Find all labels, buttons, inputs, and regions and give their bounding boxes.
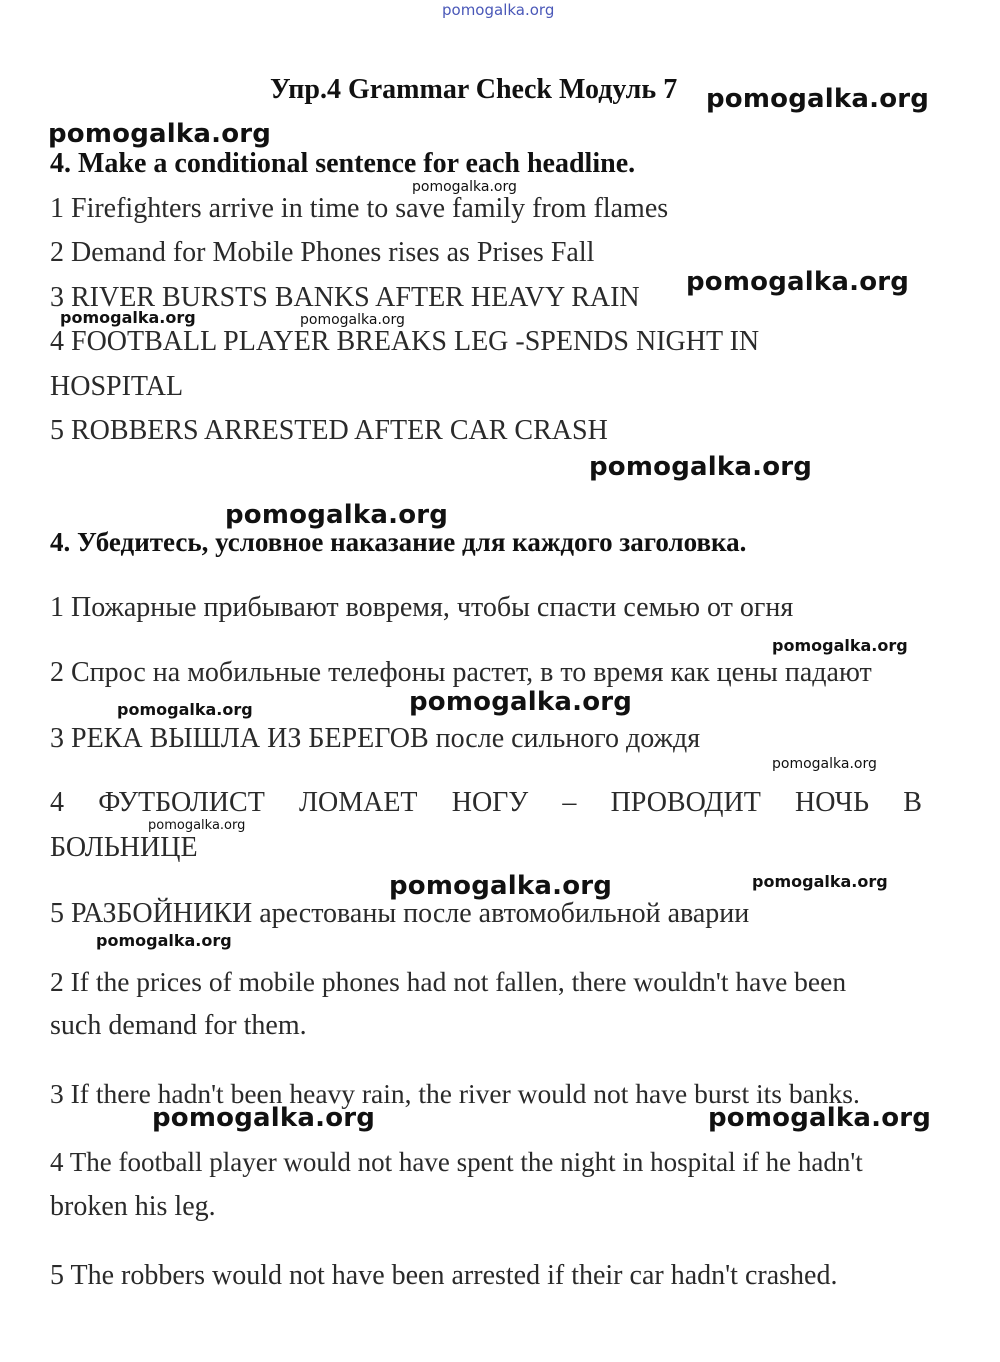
word: – [562,787,577,818]
word: НОЧЬ [795,787,870,818]
task-ru-item-4-end: БОЛЬНИЦЕ [50,832,198,863]
watermark: pomogalka.org [772,756,877,772]
watermark: pomogalka.org [389,871,613,901]
answer-2-line2: such demand for them. [50,1010,307,1041]
word: 4 [50,787,64,818]
watermark: pomogalka.org [148,818,246,833]
watermark: pomogalka.org [152,1103,376,1133]
answer-4-line1: 4 The football player would not have spent the night in hospital if he hadn't [50,1147,863,1177]
answer-5: 5 The robbers would not have been arrested if their car hadn't crashed. [50,1260,838,1291]
watermark: pomogalka.org [48,119,272,149]
word: НОГУ [451,787,529,818]
task-en-heading: 4. Make a conditional sentence for each headline. [50,148,636,179]
watermark: pomogalka.org [225,500,449,530]
task-ru-item: 5 РАЗБОЙНИКИ арестованы после автомобильной аварии [50,898,750,929]
answer-4-line2: broken his leg. [50,1191,216,1222]
task-ru-item: 2 Спрос на мобильные телефоны растет, в то время как цены падают [50,657,872,688]
watermark: pomogalka.org [412,179,517,195]
watermark: pomogalka.org [686,267,910,297]
task-en-item: 2 Demand for Mobile Phones rises as Prises Fall [50,237,595,268]
watermark: pomogalka.org [772,636,908,655]
page-title: Упр.4 Grammar Check Модуль 7 [270,74,678,105]
watermark: pomogalka.org [96,931,232,950]
answer-2-line1: 2 If the prices of mobile phones had not fallen, there wouldn't have been [50,966,847,997]
task-en-item: HOSPITAL [50,371,184,402]
task-ru-item: 3 РЕКА ВЫШЛА ИЗ БЕРЕГОВ после сильного дождя [50,723,701,754]
watermark: pomogalka.org [300,312,405,328]
task-en-item: 3 RIVER BURSTS BANKS AFTER HEAVY RAIN [50,282,640,313]
watermark: pomogalka.org [708,1103,932,1133]
answer-3: 3 If there hadn't been heavy rain, the river would not have burst its banks. [50,1078,860,1109]
watermark: pomogalka.org [117,700,253,719]
task-ru-heading: 4. Убедитесь, условное наказание для каждого заголовка. [50,527,747,557]
watermark: pomogalka.org [706,84,930,114]
watermark: pomogalka.org [589,452,813,482]
word: ФУТБОЛИСТ [98,787,265,818]
task-en-item: 5 ROBBERS ARRESTED AFTER CAR CRASH [50,415,608,446]
watermark: pomogalka.org [752,872,888,891]
word: В [903,787,922,818]
watermark: pomogalka.org [60,308,196,327]
word: ПРОВОДИТ [610,787,761,818]
watermark: pomogalka.org [409,687,633,717]
word: ЛОМАЕТ [299,787,418,818]
task-ru-item-4 [50,789,922,817]
task-ru-item: 1 Пожарные прибывают вовремя, чтобы спасти семью от огня [50,592,794,623]
site-link[interactable]: pomogalka.org [442,1,555,19]
task-en-item: 4 FOOTBALL PLAYER BREAKS LEG -SPENDS NIGHT IN [50,326,760,357]
task-en-item: 1 Firefighters arrive in time to save family from flames [50,193,669,224]
